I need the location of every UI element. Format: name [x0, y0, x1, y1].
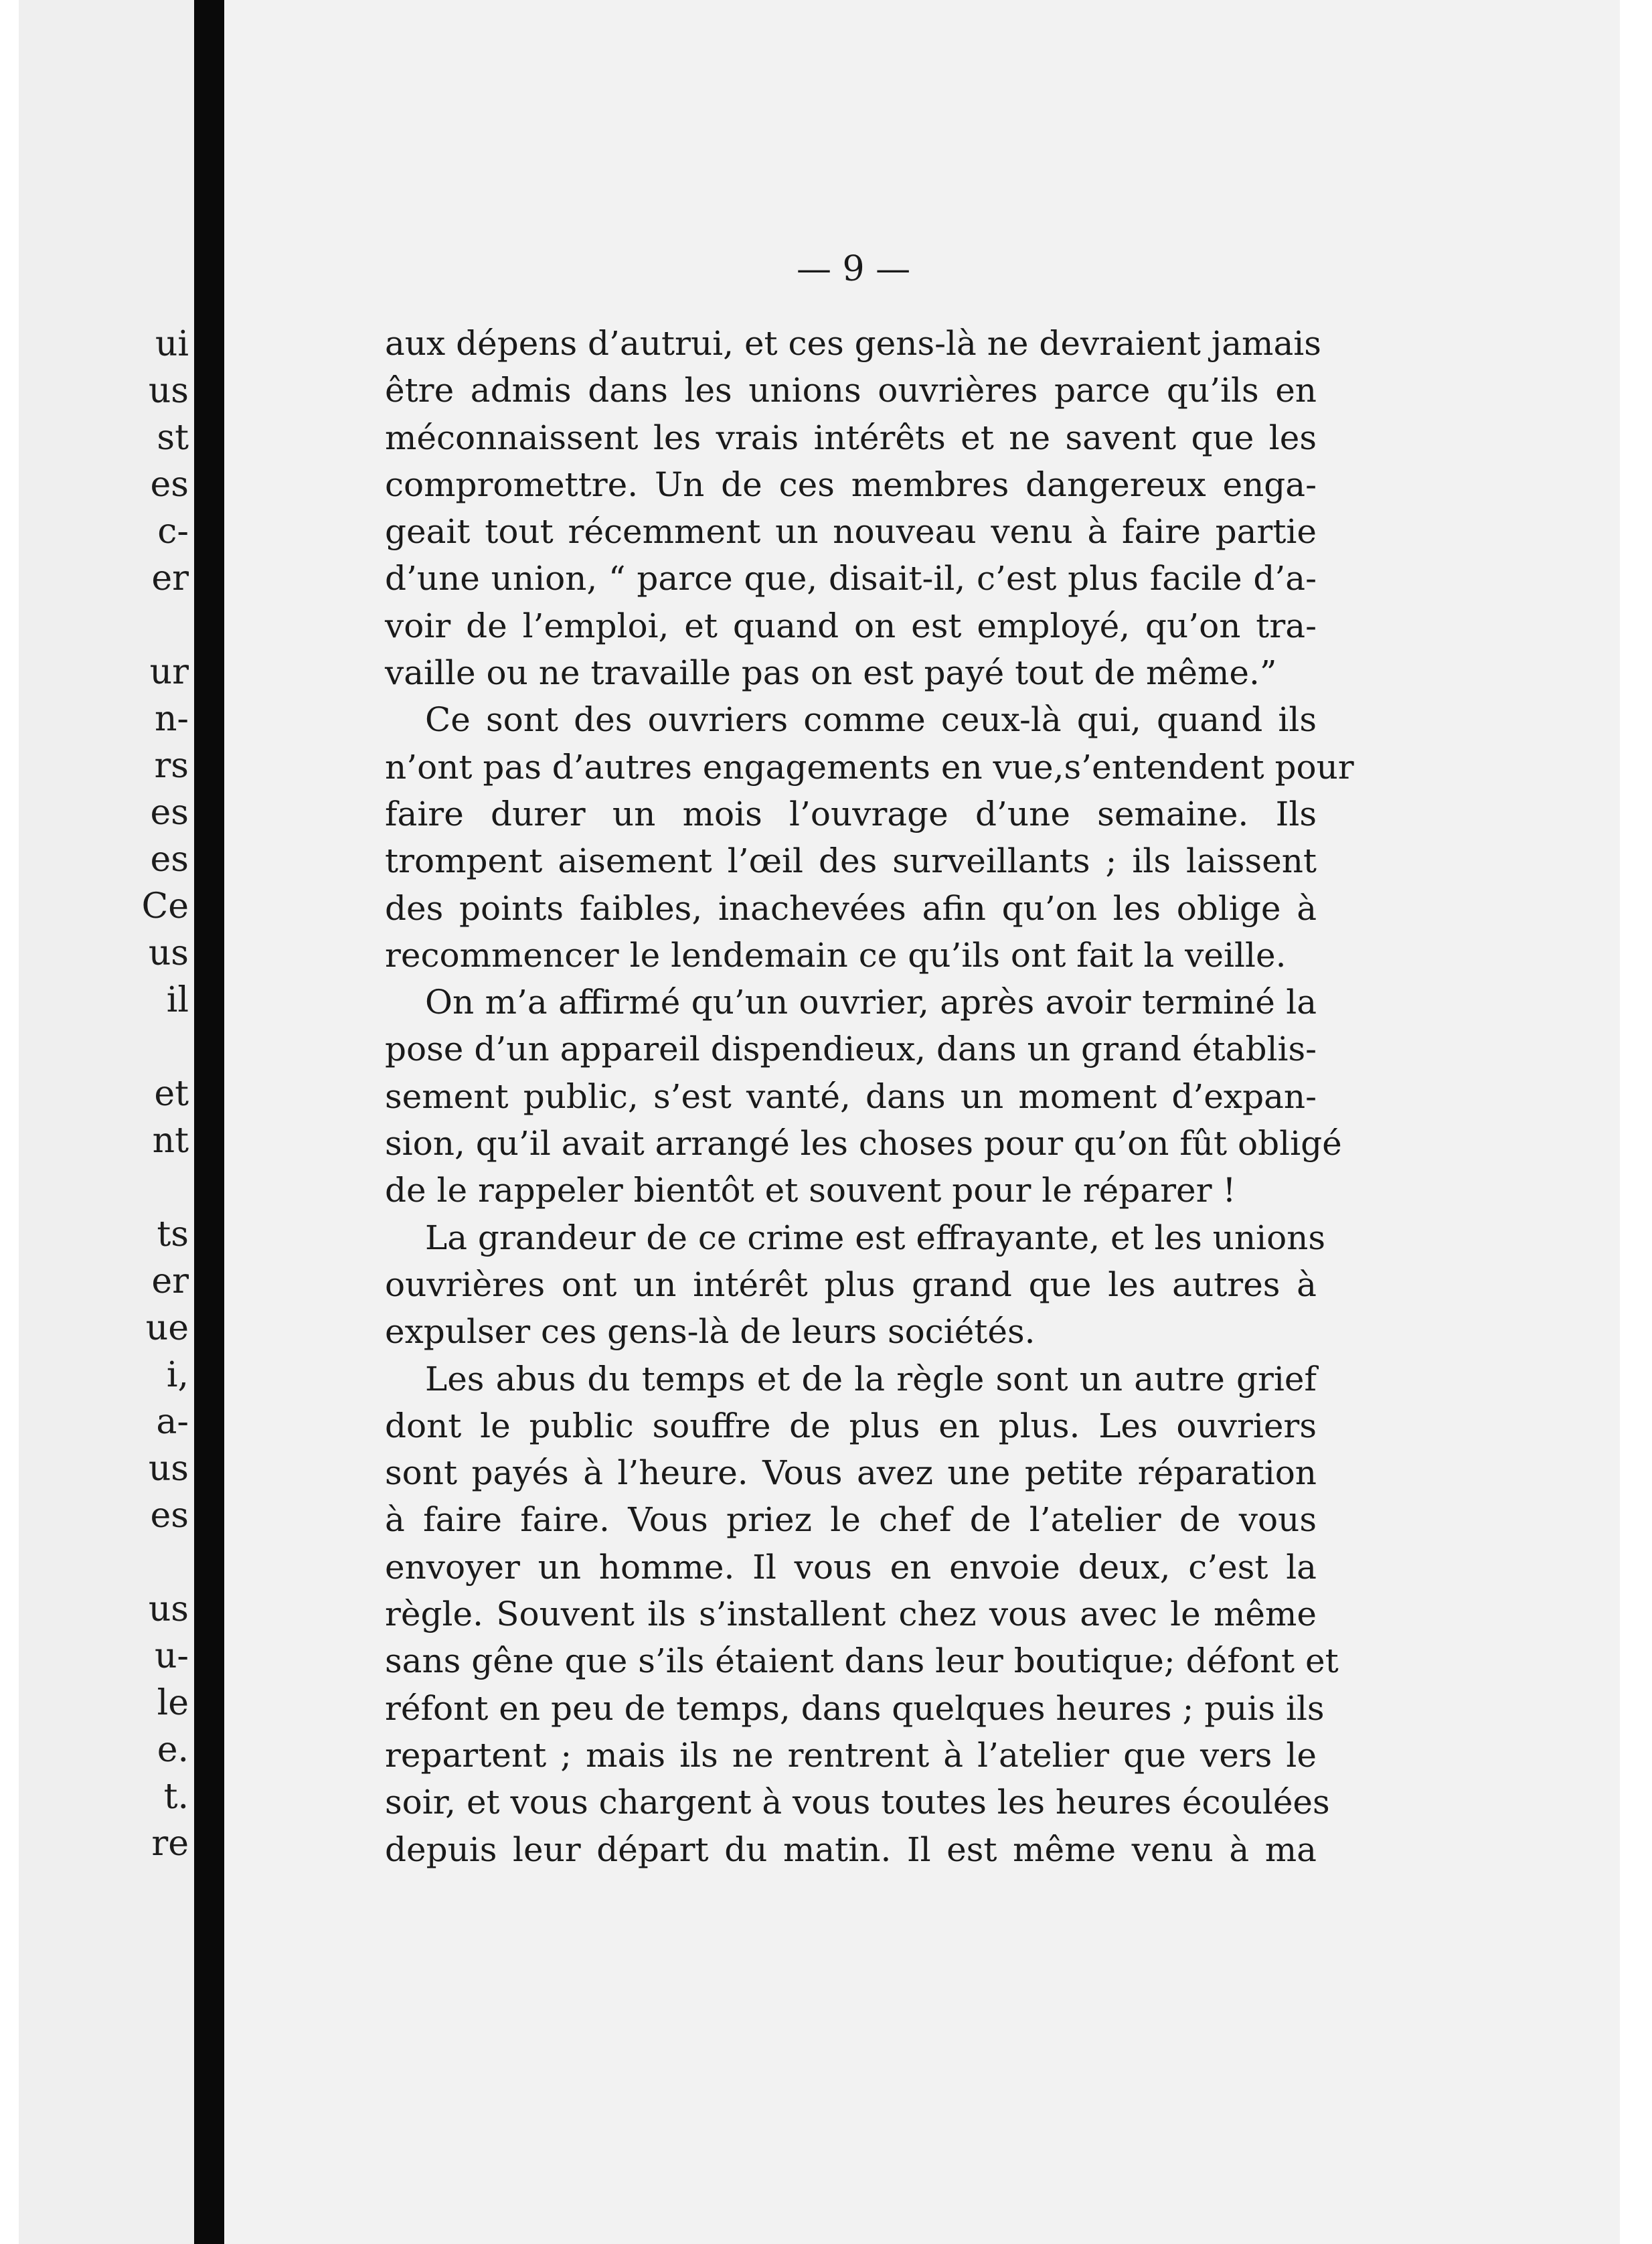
facing-fragment: us: [148, 933, 189, 973]
text-line: sont payés à l’heure. Vous avez une petite réparation: [385, 1453, 1317, 1493]
text-line: On m’a affirmé qu’un ouvrier, après avoir terminé la: [425, 983, 1317, 1022]
facing-fragment: le: [157, 1683, 189, 1723]
text-line: dont le public souffre de plus en plus. Les ouvriers: [385, 1406, 1317, 1445]
text-line: faire durer un mois l’ouvrage d’une semaine. Ils: [385, 794, 1317, 833]
text-line: envoyer un homme. Il vous en envoie deux, c’est la: [385, 1547, 1317, 1587]
facing-fragment: c-: [157, 511, 189, 552]
text-line: Les abus du temps et de la règle sont un autre grief: [425, 1359, 1317, 1398]
facing-fragment: e.: [157, 1730, 189, 1770]
body-text: [385, 320, 1354, 1873]
facing-fragment: re: [151, 1824, 189, 1864]
facing-fragment: t.: [163, 1777, 189, 1817]
scan-right-margin: [1620, 0, 1652, 2244]
facing-fragment: er: [151, 1261, 189, 1301]
facing-fragment: Ce: [141, 886, 189, 927]
text-line: des points faibles, inachevées afin qu’on les oblige à: [385, 888, 1317, 928]
text-line: sion, qu’il avait arrangé les choses pour qu’on fût obligé: [385, 1124, 1342, 1164]
text-line: trompent aisement l’œil des surveillants ; ils laissent: [385, 842, 1317, 881]
text-line: de le rappeler bientôt et souvent pour le réparer !: [385, 1171, 1236, 1210]
text-line: depuis leur départ du matin. Il est même venu à ma: [385, 1830, 1317, 1869]
text-line: soir, et vous chargent à vous toutes les heures écoulées: [385, 1783, 1330, 1822]
facing-fragment: ts: [157, 1214, 189, 1255]
facing-fragment: us: [148, 1449, 189, 1489]
facing-fragment: i,: [166, 1355, 189, 1395]
facing-fragment: rs: [154, 746, 189, 786]
page-number: — 9 —: [797, 249, 911, 289]
facing-fragment: es: [150, 1496, 189, 1536]
facing-page-strip: [19, 0, 194, 2244]
text-line: n’ont pas d’autres engagements en vue,s’entendent pour: [385, 747, 1354, 787]
text-line: aux dépens d’autrui, et ces gens-là ne devraient jamais: [385, 324, 1321, 363]
text-line: repartent ; mais ils ne rentrent à l’atelier que vers le: [385, 1735, 1317, 1775]
text-line: être admis dans les unions ouvrières parce qu’ils en: [385, 371, 1317, 410]
text-line: Ce sont des ouvriers comme ceux-là qui, quand ils: [425, 700, 1317, 740]
text-line: ouvrières ont un intérêt plus grand que les autres à: [385, 1265, 1317, 1304]
facing-fragment: es: [150, 793, 189, 833]
facing-page-fragments: [108, 0, 189, 2244]
text-line: méconnaissent les vrais intérêts et ne savent que les: [385, 418, 1317, 457]
text-line: d’une union, “ parce que, disait-il, c’est plus facile d’a-: [385, 559, 1317, 598]
facing-fragment: et: [154, 1074, 189, 1114]
text-line: sement public, s’est vanté, dans un moment d’expan-: [385, 1076, 1317, 1116]
facing-fragment: us: [148, 1589, 189, 1629]
facing-fragment: u-: [154, 1636, 189, 1676]
text-line: réfont en peu de temps, dans quelques heures ; puis ils: [385, 1688, 1325, 1728]
facing-fragment: es: [150, 465, 189, 505]
text-line: voir de l’emploi, et quand on est employé, qu’on tra-: [385, 606, 1317, 645]
facing-fragment: a-: [156, 1402, 189, 1442]
binding-gutter: [194, 0, 224, 2244]
paragraph: [385, 696, 1354, 979]
facing-fragment: il: [166, 980, 189, 1020]
paragraph: [385, 979, 1342, 1214]
text-line: à faire faire. Vous priez le chef de l’atelier de vous: [385, 1500, 1317, 1540]
facing-fragment: ur: [149, 652, 189, 692]
text-line: La grandeur de ce crime est effrayante, et les unions: [425, 1218, 1326, 1257]
text-line: règle. Souvent ils s’installent chez vous avec le même: [385, 1595, 1317, 1634]
facing-fragment: es: [150, 839, 189, 880]
text-line: vaille ou ne travaille pas on est payé tout de même.”: [385, 653, 1277, 693]
facing-fragment: us: [148, 371, 189, 411]
text-line: expulser ces gens-là de leurs sociétés.: [385, 1312, 1036, 1352]
paragraph: [385, 1356, 1339, 1873]
facing-fragment: nt: [152, 1121, 189, 1161]
facing-fragment: er: [151, 558, 189, 598]
text-line: pose d’un appareil dispendieux, dans un grand établis-: [385, 1030, 1317, 1069]
facing-fragment: n-: [154, 699, 189, 739]
paragraph: [385, 1214, 1326, 1356]
text-line: compromettre. Un de ces membres dangereux enga-: [385, 465, 1317, 504]
text-line: geait tout récemment un nouveau venu à faire partie: [385, 512, 1317, 552]
paragraph: [385, 320, 1321, 696]
scan-left-margin: [0, 0, 19, 2244]
facing-fragment: ue: [145, 1308, 189, 1348]
facing-fragment: st: [157, 418, 189, 458]
text-line: recommencer le lendemain ce qu’ils ont fait la veille.: [385, 935, 1287, 975]
text-line: sans gêne que s’ils étaient dans leur boutique; défont et: [385, 1641, 1339, 1681]
facing-fragment: ui: [155, 324, 189, 364]
